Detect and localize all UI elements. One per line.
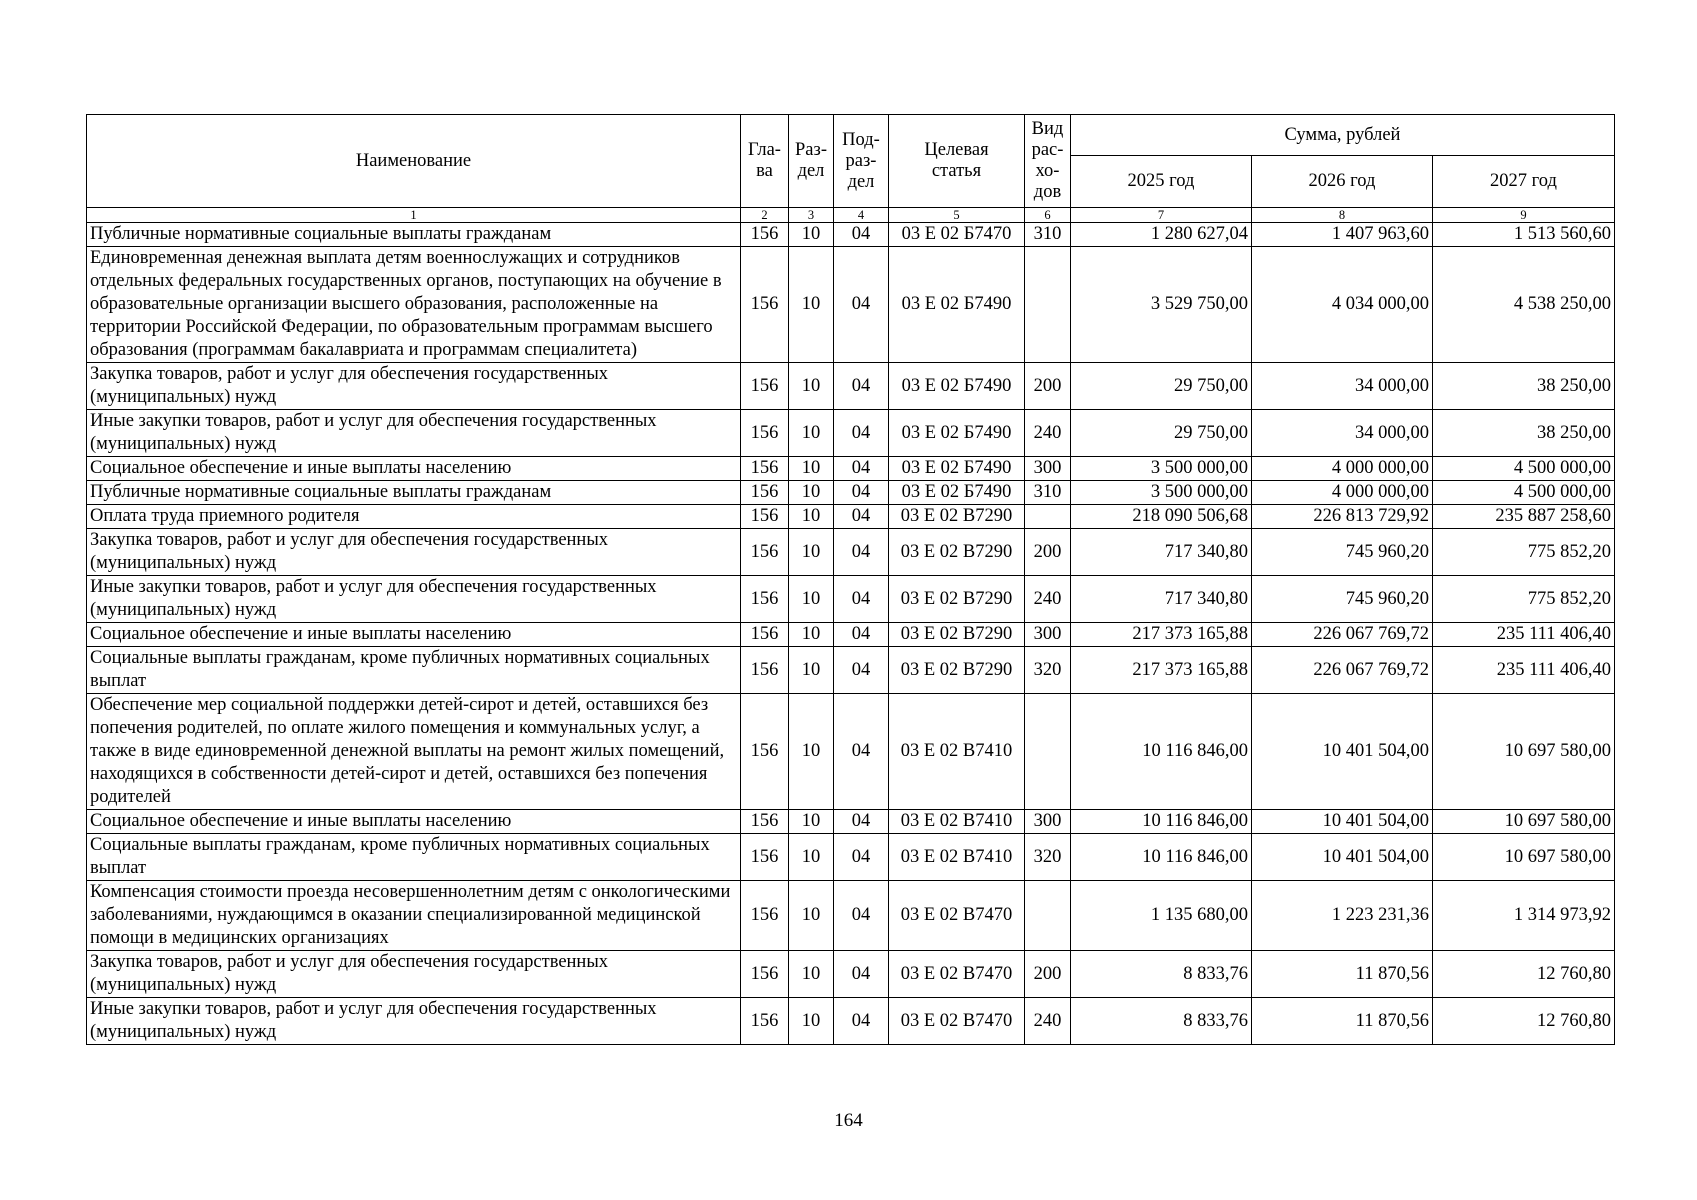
row-sum-2026: 745 960,20 <box>1252 529 1433 576</box>
row-sum-2025: 717 340,80 <box>1071 529 1252 576</box>
row-vid-rashodov: 320 <box>1025 647 1071 694</box>
row-razdel: 10 <box>789 623 834 647</box>
row-razdel: 10 <box>789 529 834 576</box>
column-index: 6 <box>1025 208 1071 223</box>
row-vid-rashodov: 240 <box>1025 410 1071 457</box>
row-vid-rashodov: 310 <box>1025 481 1071 505</box>
page-number: 164 <box>834 1110 863 1131</box>
row-vid-rashodov: 200 <box>1025 529 1071 576</box>
row-celevaya-statya: 03 Е 02 В7410 <box>889 810 1025 834</box>
row-razdel: 10 <box>789 223 834 247</box>
row-celevaya-statya: 03 Е 02 Б7470 <box>889 223 1025 247</box>
row-sum-2027: 12 760,80 <box>1433 998 1615 1045</box>
row-sum-2025: 717 340,80 <box>1071 576 1252 623</box>
row-sum-2027: 38 250,00 <box>1433 410 1615 457</box>
row-vid-rashodov: 200 <box>1025 363 1071 410</box>
row-name: Закупка товаров, работ и услуг для обеспечения государственных (муниципальных) нужд <box>87 529 741 576</box>
row-vid-rashodov <box>1025 881 1071 951</box>
row-vid-rashodov <box>1025 694 1071 810</box>
row-vid-rashodov: 320 <box>1025 834 1071 881</box>
row-celevaya-statya: 03 Е 02 В7470 <box>889 881 1025 951</box>
table-row <box>87 998 1615 1045</box>
table-row <box>87 647 1615 694</box>
row-sum-2025: 8 833,76 <box>1071 951 1252 998</box>
row-celevaya-statya: 03 Е 02 В7290 <box>889 529 1025 576</box>
row-sum-2026: 34 000,00 <box>1252 410 1433 457</box>
header-celevaya-statya: Целевая статья <box>889 115 1025 208</box>
row-glava: 156 <box>741 810 789 834</box>
row-podrazdel: 04 <box>834 481 889 505</box>
row-sum-2026: 745 960,20 <box>1252 576 1433 623</box>
row-sum-2025: 1 135 680,00 <box>1071 881 1252 951</box>
row-name: Социальное обеспечение и иные выплаты населению <box>87 623 741 647</box>
row-sum-2027: 4 500 000,00 <box>1433 457 1615 481</box>
row-name: Оплата труда приемного родителя <box>87 505 741 529</box>
table-row <box>87 505 1615 529</box>
row-sum-2026: 11 870,56 <box>1252 951 1433 998</box>
row-sum-2027: 775 852,20 <box>1433 529 1615 576</box>
row-celevaya-statya: 03 Е 02 Б7490 <box>889 481 1025 505</box>
table-row <box>87 623 1615 647</box>
row-sum-2025: 3 500 000,00 <box>1071 457 1252 481</box>
row-celevaya-statya: 03 Е 02 Б7490 <box>889 247 1025 363</box>
row-podrazdel: 04 <box>834 998 889 1045</box>
row-podrazdel: 04 <box>834 410 889 457</box>
row-sum-2025: 10 116 846,00 <box>1071 694 1252 810</box>
row-vid-rashodov: 300 <box>1025 457 1071 481</box>
row-sum-2027: 4 500 000,00 <box>1433 481 1615 505</box>
row-glava: 156 <box>741 223 789 247</box>
column-index: 3 <box>789 208 834 223</box>
row-celevaya-statya: 03 Е 02 В7470 <box>889 998 1025 1045</box>
table-header <box>87 115 1615 223</box>
row-name: Закупка товаров, работ и услуг для обеспечения государственных (муниципальных) нужд <box>87 363 741 410</box>
table-row <box>87 223 1615 247</box>
row-celevaya-statya: 03 Е 02 В7410 <box>889 694 1025 810</box>
row-celevaya-statya: 03 Е 02 В7290 <box>889 576 1025 623</box>
row-podrazdel: 04 <box>834 505 889 529</box>
table-row <box>87 951 1615 998</box>
row-sum-2027: 235 111 406,40 <box>1433 623 1615 647</box>
row-podrazdel: 04 <box>834 576 889 623</box>
row-sum-2027: 10 697 580,00 <box>1433 834 1615 881</box>
row-podrazdel: 04 <box>834 363 889 410</box>
row-sum-2026: 4 000 000,00 <box>1252 457 1433 481</box>
row-sum-2025: 8 833,76 <box>1071 998 1252 1045</box>
header-name: Наименование <box>87 115 741 208</box>
row-sum-2026: 226 813 729,92 <box>1252 505 1433 529</box>
table-row <box>87 481 1615 505</box>
row-name: Иные закупки товаров, работ и услуг для обеспечения государственных (муниципальных) нужд <box>87 576 741 623</box>
row-podrazdel: 04 <box>834 951 889 998</box>
row-glava: 156 <box>741 410 789 457</box>
table-row <box>87 529 1615 576</box>
row-razdel: 10 <box>789 505 834 529</box>
column-index: 4 <box>834 208 889 223</box>
row-sum-2027: 10 697 580,00 <box>1433 810 1615 834</box>
row-glava: 156 <box>741 998 789 1045</box>
row-name: Обеспечение мер социальной поддержки детей-сирот и детей, оставшихся без попечения родителей, по оплате жилого помещения и коммунальных услуг, а также в виде единовременной денежной выплаты на ремонт жилых помещений, находящихся в собственности детей-сирот и детей, оставшихся без попечения родителей <box>87 694 741 810</box>
row-razdel: 10 <box>789 951 834 998</box>
row-sum-2026: 34 000,00 <box>1252 363 1433 410</box>
row-vid-rashodov: 300 <box>1025 810 1071 834</box>
row-razdel: 10 <box>789 998 834 1045</box>
row-podrazdel: 04 <box>834 529 889 576</box>
table-row <box>87 247 1615 363</box>
row-sum-2027: 4 538 250,00 <box>1433 247 1615 363</box>
row-razdel: 10 <box>789 247 834 363</box>
table-row <box>87 457 1615 481</box>
header-year-2026: 2026 год <box>1252 156 1433 208</box>
row-sum-2025: 1 280 627,04 <box>1071 223 1252 247</box>
row-sum-2026: 226 067 769,72 <box>1252 647 1433 694</box>
row-razdel: 10 <box>789 363 834 410</box>
row-glava: 156 <box>741 834 789 881</box>
row-glava: 156 <box>741 647 789 694</box>
row-celevaya-statya: 03 Е 02 Б7490 <box>889 363 1025 410</box>
row-sum-2027: 10 697 580,00 <box>1433 694 1615 810</box>
budget-table <box>86 114 1615 1045</box>
row-podrazdel: 04 <box>834 881 889 951</box>
row-sum-2025: 10 116 846,00 <box>1071 834 1252 881</box>
row-vid-rashodov <box>1025 247 1071 363</box>
row-glava: 156 <box>741 694 789 810</box>
table-row <box>87 881 1615 951</box>
row-podrazdel: 04 <box>834 647 889 694</box>
row-name: Публичные нормативные социальные выплаты гражданам <box>87 223 741 247</box>
row-sum-2027: 1 513 560,60 <box>1433 223 1615 247</box>
row-name: Закупка товаров, работ и услуг для обеспечения государственных (муниципальных) нужд <box>87 951 741 998</box>
table-row <box>87 363 1615 410</box>
header-glava: Гла- ва <box>741 115 789 208</box>
row-glava: 156 <box>741 505 789 529</box>
row-name: Единовременная денежная выплата детям военнослужащих и сотрудников отдельных федеральных государственных органов, поступающих на обучение в образовательные организации высшего образования, расположенные на территории Российской Федерации, по образовательным программам высшего образования (программам бакалавриата и программам специалитета) <box>87 247 741 363</box>
row-podrazdel: 04 <box>834 247 889 363</box>
row-razdel: 10 <box>789 481 834 505</box>
row-sum-2027: 38 250,00 <box>1433 363 1615 410</box>
row-vid-rashodov <box>1025 505 1071 529</box>
table-row <box>87 834 1615 881</box>
row-razdel: 10 <box>789 410 834 457</box>
header-podrazdel: Под- раз- дел <box>834 115 889 208</box>
row-podrazdel: 04 <box>834 694 889 810</box>
row-vid-rashodov: 240 <box>1025 576 1071 623</box>
table-row <box>87 694 1615 810</box>
row-name: Компенсация стоимости проезда несовершеннолетним детям с онкологическими заболеваниями, нуждающимся в оказании специализированной медицинской помощи в медицинских организациях <box>87 881 741 951</box>
row-sum-2025: 29 750,00 <box>1071 410 1252 457</box>
row-celevaya-statya: 03 Е 02 В7470 <box>889 951 1025 998</box>
row-glava: 156 <box>741 363 789 410</box>
row-sum-2027: 1 314 973,92 <box>1433 881 1615 951</box>
row-celevaya-statya: 03 Е 02 В7290 <box>889 647 1025 694</box>
row-razdel: 10 <box>789 647 834 694</box>
row-sum-2025: 3 500 000,00 <box>1071 481 1252 505</box>
row-sum-2026: 1 223 231,36 <box>1252 881 1433 951</box>
column-index-row <box>87 208 1615 223</box>
row-podrazdel: 04 <box>834 223 889 247</box>
row-sum-2027: 235 111 406,40 <box>1433 647 1615 694</box>
row-sum-2026: 1 407 963,60 <box>1252 223 1433 247</box>
row-glava: 156 <box>741 881 789 951</box>
row-sum-2026: 4 000 000,00 <box>1252 481 1433 505</box>
row-sum-2026: 10 401 504,00 <box>1252 834 1433 881</box>
header-year-2027: 2027 год <box>1433 156 1615 208</box>
row-vid-rashodov: 200 <box>1025 951 1071 998</box>
row-sum-2026: 10 401 504,00 <box>1252 810 1433 834</box>
header-vid-rashodov: Вид рас- хо- дов <box>1025 115 1071 208</box>
row-name: Социальное обеспечение и иные выплаты населению <box>87 810 741 834</box>
column-index: 2 <box>741 208 789 223</box>
row-glava: 156 <box>741 951 789 998</box>
row-name: Социальные выплаты гражданам, кроме публичных нормативных социальных выплат <box>87 834 741 881</box>
row-vid-rashodov: 310 <box>1025 223 1071 247</box>
row-glava: 156 <box>741 529 789 576</box>
row-glava: 156 <box>741 247 789 363</box>
row-vid-rashodov: 300 <box>1025 623 1071 647</box>
header-year-2025: 2025 год <box>1071 156 1252 208</box>
row-celevaya-statya: 03 Е 02 В7410 <box>889 834 1025 881</box>
row-sum-2025: 10 116 846,00 <box>1071 810 1252 834</box>
row-glava: 156 <box>741 623 789 647</box>
row-razdel: 10 <box>789 457 834 481</box>
row-celevaya-statya: 03 Е 02 Б7490 <box>889 410 1025 457</box>
row-name: Иные закупки товаров, работ и услуг для обеспечения государственных (муниципальных) нужд <box>87 410 741 457</box>
row-sum-2026: 226 067 769,72 <box>1252 623 1433 647</box>
column-index: 5 <box>889 208 1025 223</box>
column-index: 9 <box>1433 208 1615 223</box>
row-podrazdel: 04 <box>834 457 889 481</box>
row-name: Иные закупки товаров, работ и услуг для обеспечения государственных (муниципальных) нужд <box>87 998 741 1045</box>
column-index: 1 <box>87 208 741 223</box>
row-podrazdel: 04 <box>834 834 889 881</box>
row-sum-2027: 775 852,20 <box>1433 576 1615 623</box>
row-sum-2025: 217 373 165,88 <box>1071 647 1252 694</box>
header-summa: Сумма, рублей <box>1071 115 1615 156</box>
row-sum-2026: 10 401 504,00 <box>1252 694 1433 810</box>
row-sum-2026: 4 034 000,00 <box>1252 247 1433 363</box>
row-sum-2027: 12 760,80 <box>1433 951 1615 998</box>
row-vid-rashodov: 240 <box>1025 998 1071 1045</box>
row-razdel: 10 <box>789 694 834 810</box>
header-razdel: Раз- дел <box>789 115 834 208</box>
table-row <box>87 410 1615 457</box>
table-row <box>87 576 1615 623</box>
row-glava: 156 <box>741 576 789 623</box>
row-celevaya-statya: 03 Е 02 В7290 <box>889 505 1025 529</box>
row-name: Публичные нормативные социальные выплаты гражданам <box>87 481 741 505</box>
row-sum-2027: 235 887 258,60 <box>1433 505 1615 529</box>
column-index: 7 <box>1071 208 1252 223</box>
row-name: Социальные выплаты гражданам, кроме публичных нормативных социальных выплат <box>87 647 741 694</box>
row-razdel: 10 <box>789 834 834 881</box>
row-razdel: 10 <box>789 881 834 951</box>
row-podrazdel: 04 <box>834 810 889 834</box>
row-podrazdel: 04 <box>834 623 889 647</box>
column-index: 8 <box>1252 208 1433 223</box>
row-sum-2025: 3 529 750,00 <box>1071 247 1252 363</box>
row-glava: 156 <box>741 481 789 505</box>
row-sum-2025: 29 750,00 <box>1071 363 1252 410</box>
row-name: Социальное обеспечение и иные выплаты населению <box>87 457 741 481</box>
row-sum-2026: 11 870,56 <box>1252 998 1433 1045</box>
table-body <box>87 223 1615 1045</box>
row-razdel: 10 <box>789 810 834 834</box>
row-razdel: 10 <box>789 576 834 623</box>
row-celevaya-statya: 03 Е 02 В7290 <box>889 623 1025 647</box>
row-sum-2025: 217 373 165,88 <box>1071 623 1252 647</box>
row-sum-2025: 218 090 506,68 <box>1071 505 1252 529</box>
row-celevaya-statya: 03 Е 02 Б7490 <box>889 457 1025 481</box>
row-glava: 156 <box>741 457 789 481</box>
table-row <box>87 810 1615 834</box>
